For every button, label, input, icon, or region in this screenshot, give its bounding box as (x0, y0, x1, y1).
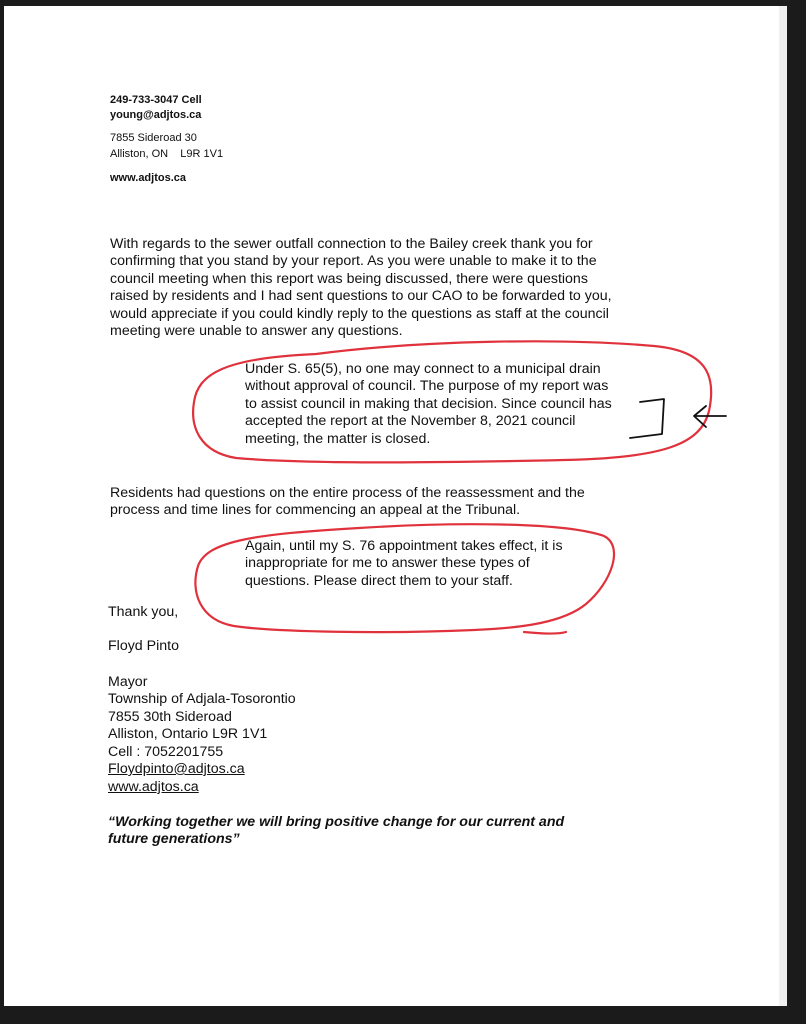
reply-2-line: questions. Please direct them to your staff. (245, 573, 513, 589)
signature-address-line1: 7855 30th Sideroad (108, 709, 232, 725)
signature-cell: Cell : 7052201755 (108, 744, 224, 760)
signature-title: Mayor (108, 674, 148, 690)
signature-organization: Township of Adjala-Tosorontio (108, 691, 296, 707)
red-circle-annotation-1 (193, 341, 711, 462)
signature-website-link[interactable]: www.adjtos.ca (108, 779, 199, 795)
reply-1-line: meeting, the matter is closed. (245, 431, 431, 447)
intro-line: confirming that you stand by your report. As you were unable to make it to the (110, 253, 597, 269)
reply-1-line: to assist council in making that decision. Since council has (245, 396, 612, 412)
reply-1-line: Under S. 65(5), no one may connect to a municipal drain (245, 361, 601, 377)
intro-line: meeting were unable to answer any questions. (110, 323, 403, 339)
second-paragraph-line: process and time lines for commencing an appeal at the Tribunal. (110, 502, 521, 518)
letterhead-website: www.adjtos.ca (110, 172, 187, 184)
intro-line: raised by residents and I had sent questions to our CAO to be forwarded to you, (110, 288, 612, 304)
letter-page (4, 6, 779, 1006)
motto-line: “Working together we will bring positive change for our current and (108, 814, 565, 830)
intro-line: council meeting when this report was being discussed, there were questions (110, 271, 588, 287)
red-circle-annotation-2 (195, 524, 614, 633)
reply-1-line: without approval of council. The purpose of my report was (245, 378, 609, 394)
motto-line: future generations” (108, 831, 240, 847)
letterhead-phone: 249-733-3047 Cell (110, 94, 202, 106)
reply-2-line: Again, until my S. 76 appointment takes effect, it is (245, 538, 563, 554)
hand-annotations (4, 6, 779, 1006)
closing: Thank you, (108, 604, 179, 620)
reply-1-line: accepted the report at the November 8, 2021 council (245, 413, 576, 429)
intro-line: With regards to the sewer outfall connection to the Bailey creek thank you for (110, 236, 593, 252)
intro-line: would appreciate if you could kindly reply to the questions as staff at the council (110, 306, 609, 322)
page-edge (779, 6, 787, 1006)
pen-bracket-mark (630, 399, 664, 438)
signature-name: Floyd Pinto (108, 638, 179, 654)
reply-2-line: inappropriate for me to answer these types of (245, 555, 530, 571)
letterhead-email: young@adjtos.ca (110, 109, 202, 121)
signature-address-line2: Alliston, Ontario L9R 1V1 (108, 726, 268, 742)
letterhead-address-line1: 7855 Sideroad 30 (110, 132, 197, 144)
letterhead-address-line2: Alliston, ON L9R 1V1 (110, 148, 224, 160)
signature-email-link[interactable]: Floydpinto@adjtos.ca (108, 761, 245, 777)
second-paragraph-line: Residents had questions on the entire process of the reassessment and the (110, 485, 585, 501)
